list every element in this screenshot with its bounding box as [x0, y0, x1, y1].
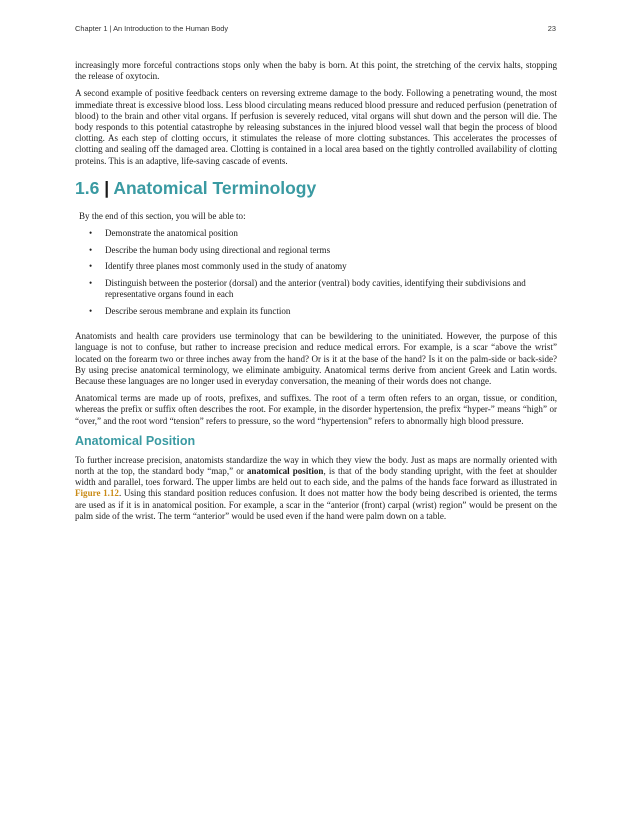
- paragraph: Anatomical terms are made up of roots, prefixes, and suffixes. The root of a term often refers to an organ, tissue, or condition, whereas the prefix or suffix often describes the root. For example, in the disorder hypertension, the prefix “hyper-” means “high” or “over,” and the root word “tension” refers to pressure, so the word “hypertension” refers to abnormally high blood pressure.: [75, 393, 557, 426]
- objectives-intro: By the end of this section, you will be able to:: [79, 210, 246, 221]
- objective-item: [89, 278, 557, 300]
- objective-item: [89, 244, 557, 256]
- section-heading: [75, 177, 557, 199]
- objective-text: Describe serous membrane and explain its function: [105, 306, 291, 317]
- page-header: [75, 24, 556, 36]
- objective-item: [89, 228, 557, 239]
- chapter-title: Chapter 1 | An Introduction to the Human Body: [75, 24, 229, 33]
- bullet-icon: •: [89, 278, 93, 289]
- key-term: anatomical position: [246, 466, 324, 477]
- objective-text: Describe the human body using directional and regional terms: [105, 244, 331, 255]
- text-run: , is that of the body standing upright, with the feet at shoulder width and parallel, toes forward. The upper limbs are held out to each side, and the palms of the hands face forward as illustrated in: [75, 466, 558, 488]
- text-run: . Using this standard position reduces confusion. It does not matter how the body being described is oriented, the terms are used as if it is in anatomical position. For example, a scar in the “anterior (front) carpal (wrist) region” would be present on the palm side of the wrist. The term “anterior” would be used even if the hand were palm down on a table.: [75, 488, 557, 521]
- objective-text: Demonstrate the anatomical position: [105, 228, 238, 239]
- paragraph: [75, 455, 557, 522]
- objective-text: Distinguish between the posterior (dorsal) and the anterior (ventral) body cavities, identifying their subdivisions and representative organs found in each: [105, 278, 526, 300]
- section-number: 1.6: [75, 177, 100, 198]
- bullet-icon: •: [89, 244, 93, 255]
- page-number: 23: [547, 24, 556, 33]
- bullet-icon: •: [89, 261, 93, 272]
- section-separator: |: [104, 177, 110, 198]
- figure-link[interactable]: Figure 1.12: [75, 488, 119, 499]
- text-run: To further increase precision, anatomists standardize the way in which they view the body. Just as maps are normally oriented with north at the top, the standard body “map,” or: [75, 454, 557, 477]
- objective-item: [89, 306, 557, 317]
- section-title: Anatomical Terminology: [113, 177, 317, 198]
- bullet-icon: •: [89, 306, 93, 317]
- subsection-heading: Anatomical Position: [75, 433, 196, 448]
- learning-objectives: [79, 211, 557, 317]
- objectives-list: [79, 228, 557, 317]
- objective-item: [89, 261, 557, 272]
- paragraph: A second example of positive feedback centers on reversing extreme damage to the body. Following a penetrating wound, the most immediate threat is excessive blood loss. Less blood circulating means reduced blood pressure and reduced perfusion (penetration of blood) to the brain and other vital organs. If perfusion is severely reduced, vital organs will shut down and the person will die. The body responds to this potential catastrophe by releasing substances in the injured blood vessel wall that begin the process of blood clotting. As each step of clotting occurs, it stimulates the release of more clotting substances. This accelerates the processes of clotting and sealing off the damaged area. Clotting is contained in a local area based on the tightly controlled availability of clotting proteins. This is an adaptive, life-saving cascade of events.: [75, 88, 557, 166]
- objective-text: Identify three planes most commonly used in the study of anatomy: [105, 261, 347, 272]
- paragraph: increasingly more forceful contractions stops only when the baby is born. At this point, the stretching of the cervix halts, stopping the release of oxytocin.: [75, 60, 557, 82]
- page-content: [75, 60, 557, 528]
- bullet-icon: •: [89, 228, 93, 239]
- paragraph: Anatomists and health care providers use terminology that can be bewildering to the uninitiated. However, the purpose of this language is not to confuse, but rather to increase precision and reduce medical errors. For example, is a scar “above the wrist” located on the forearm two or three inches away from the hand? Or is it at the base of the hand? Is it on the palm-side or back-side? By using precise anatomical terminology, we eliminate ambiguity. Anatomical terms derive from ancient Greek and Latin words. Because these languages are no longer used in everyday conversation, the meaning of their words does not change.: [75, 331, 557, 387]
